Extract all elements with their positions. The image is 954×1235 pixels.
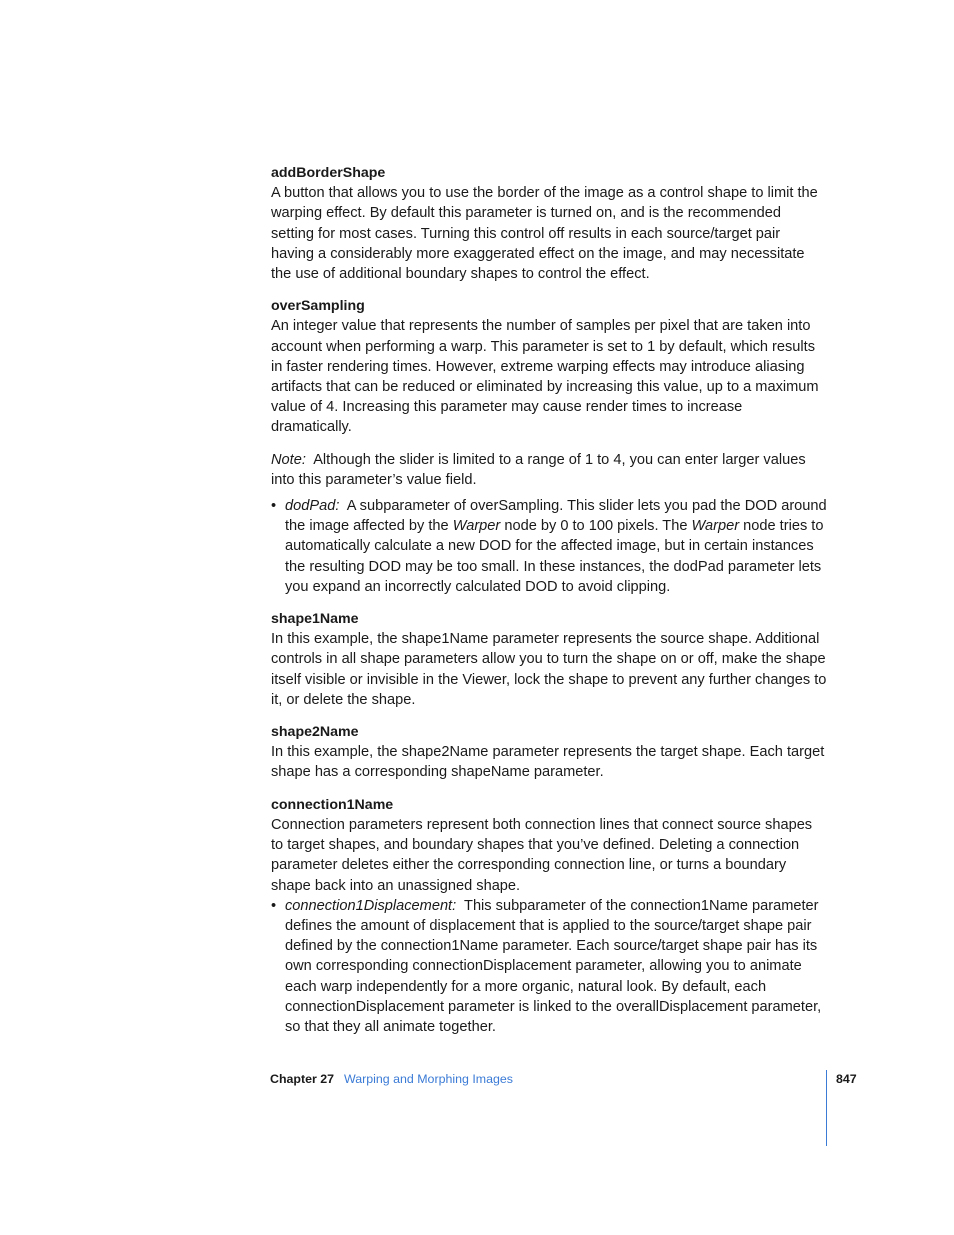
bullet-term-connection1displacement: connection1Displacement: — [285, 897, 457, 914]
section-heading-shape2name: shape2Name — [271, 724, 359, 741]
footer-page-number: 847 — [836, 1072, 857, 1086]
page-content — [271, 163, 827, 1037]
bullet-text-dodpad-2: node by 0 to 100 pixels. The — [504, 518, 688, 535]
bullet-term-dodpad: dodPad: — [285, 498, 340, 515]
footer-divider-rule — [826, 1070, 827, 1146]
section-body-shape2name: In this example, the shape2Name parameter represents the target shape. Each target shape has a corresponding shapeName parameter. — [271, 744, 825, 781]
bullet-dot: • — [271, 897, 277, 914]
section-heading-oversampling: overSampling — [271, 298, 365, 315]
footer-chapter-title: Warping and Morphing Images — [344, 1072, 513, 1086]
bullet-item-connection1displacement — [271, 896, 827, 1037]
section-heading-connection1name: connection1Name — [271, 796, 394, 813]
footer-chapter-label: Chapter 27 — [270, 1072, 335, 1086]
bullet-text-dodpad-3: node tries to automatically calculate a new DOD for the affected image, but in certain instances the resulting DOD may be too small. In these instances, the dodPad parameter lets you expand an incorrectly calculated DOD to avoid clipping. — [285, 518, 824, 595]
note-text: Although the slider is limited to a range of 1 to 4, you can enter larger values into this parameter’s value field. — [271, 451, 806, 488]
section-heading-shape1name: shape1Name — [271, 611, 359, 628]
section-heading-addbordershape: addBorderShape — [271, 165, 386, 181]
note-paragraph — [271, 450, 827, 490]
bullet-text-connection1displacement: This subparameter of the connection1Name parameter defines the amount of displacement that is applied to the source/target shape pair defined by the connection1Name parameter. Each source/target shape pair has its own corresponding connectionDisplacement parameter, allowing you to animate each warp independently for a more organic, natural look. By default, each connectionDisplacement parameter is linked to the overallDisplacement parameter, so that they all animate together. — [285, 897, 822, 1035]
bullet-em-warper-1: Warper — [452, 518, 501, 535]
bullet-em-warper-2: Warper — [691, 518, 740, 535]
bullet-text-dodpad-1: A subparameter of overSampling. This slider lets you pad the DOD around the image affected by the — [285, 498, 827, 535]
section-body-oversampling: An integer value that represents the number of samples per pixel that are taken into account when performing a warp. This parameter is set to 1 by default, which results in faster rendering times. However, extreme warping effects may introduce aliasing artifacts that can be reduced or eliminated by increasing this value, up to a maximum value of 4. Increasing this parameter may cause render times to increase dramatically. — [271, 318, 819, 436]
note-label: Note: — [271, 451, 306, 468]
section-body-connection1name: Connection parameters represent both connection lines that connect source shapes to target shapes, and boundary shapes that you’ve defined. Deleting a connection parameter deletes either the corresponding connection line, or turns a boundary shape back into an unassigned shape. — [271, 816, 813, 894]
section-body-addbordershape: A button that allows you to use the border of the image as a control shape to limit the warping effect. By default this parameter is turned on, and is the recommended setting for most cases. Turning this control off results in each source/target pair having a considerably more exaggerated effect on the image, and may necessitate the use of additional boundary shapes to control the effect. — [271, 185, 818, 283]
section-body-shape1name: In this example, the shape1Name parameter represents the source shape. Additional controls in all shape parameters allow you to turn the shape on or off, make the shape itself visible or invisible in the Viewer, lock the shape to prevent any further changes to it, or delete the shape. — [271, 631, 827, 708]
bullet-dot: • — [271, 498, 277, 515]
bullet-item-dodpad — [271, 496, 827, 597]
